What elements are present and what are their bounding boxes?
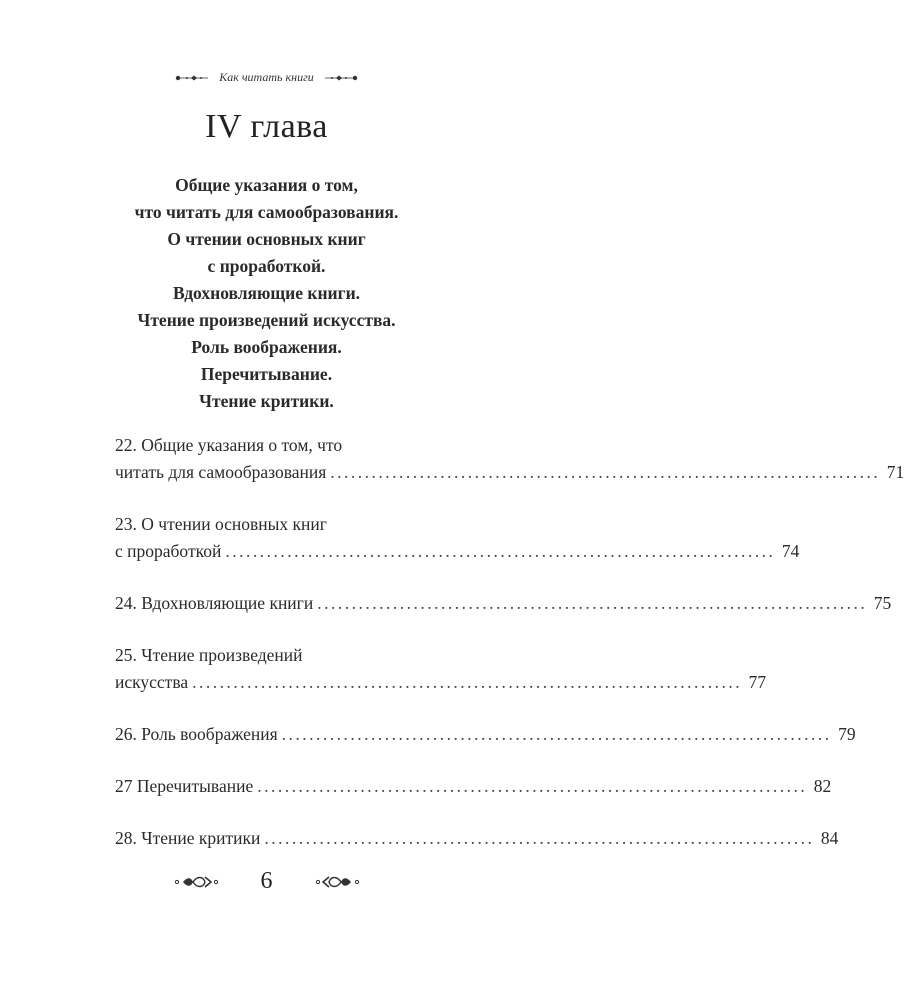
- table-of-contents: [115, 432, 904, 877]
- page-number: 6: [260, 868, 273, 894]
- toc-line: [115, 459, 904, 486]
- flourish-right-icon: [322, 73, 358, 83]
- toc-leader-dots: ................................................................................: [192, 672, 743, 692]
- toc-entry-title: 27 Перечитывание: [115, 776, 254, 796]
- toc-page-number: 75: [873, 593, 892, 613]
- summary-line: Общие указания о том,: [175, 175, 358, 195]
- running-header-title: Как читать книги: [219, 70, 314, 84]
- toc-entry-title: 28. Чтение критики: [115, 828, 261, 848]
- summary-line: Чтение произведений искусства.: [137, 310, 396, 330]
- flourish-left-icon: [175, 73, 211, 83]
- toc-line: [115, 642, 457, 669]
- toc-entry-title: 24. Вдохновляющие книги: [115, 593, 314, 613]
- toc-entry: [115, 511, 800, 565]
- toc-leader-dots: ................................................................................: [281, 724, 832, 744]
- toc-line: [115, 773, 832, 800]
- toc-line: [115, 590, 892, 617]
- summary-line: О чтении основных книг: [167, 229, 366, 249]
- ornament-left-icon: [173, 873, 219, 891]
- toc-leader-dots: ................................................................................: [257, 776, 808, 796]
- toc-page-number: 71: [886, 462, 904, 482]
- chapter-summary: [0, 172, 533, 415]
- toc-entry: [115, 825, 839, 852]
- toc-entry: [115, 721, 856, 748]
- summary-line: Перечитывание.: [200, 364, 333, 384]
- toc-page-number: 77: [748, 672, 767, 692]
- ornament-right-icon: [315, 873, 361, 891]
- toc-page-number: 79: [838, 724, 856, 744]
- toc-line: [115, 432, 457, 459]
- toc-leader-dots: ................................................................................: [225, 541, 776, 561]
- toc-line: [115, 511, 457, 538]
- toc-leader-dots: ................................................................................: [264, 828, 815, 848]
- toc-page-number: 74: [781, 541, 800, 561]
- summary-line: Чтение критики.: [199, 391, 334, 411]
- toc-entry: [115, 642, 767, 696]
- summary-line: с проработкой.: [207, 256, 326, 276]
- toc-entry: [115, 590, 892, 617]
- running-header: [0, 70, 533, 85]
- summary-line: что читать для самообразования.: [134, 202, 399, 222]
- toc-entry: [115, 432, 904, 486]
- toc-page-number: 82: [813, 776, 832, 796]
- toc-line: [115, 538, 800, 565]
- toc-entry-title: читать для самообразования: [115, 462, 327, 482]
- summary-line: Роль воображения.: [191, 337, 342, 357]
- toc-entry-title: 26. Роль воображения: [115, 724, 278, 744]
- toc-line: [115, 721, 856, 748]
- page-footer: [0, 868, 533, 895]
- toc-leader-dots: ................................................................................: [330, 462, 881, 482]
- toc-entry-title: 23. О чтении основных книг: [115, 514, 327, 534]
- toc-line: [115, 825, 839, 852]
- toc-entry-title: 22. Общие указания о том, что: [115, 435, 343, 455]
- chapter-title: IV глава: [205, 108, 328, 145]
- toc-entry: [115, 773, 832, 800]
- toc-line: [115, 669, 767, 696]
- toc-leader-dots: ................................................................................: [317, 593, 868, 613]
- summary-line: Вдохновляющие книги.: [172, 283, 361, 303]
- toc-entry-title: с проработкой: [115, 541, 222, 561]
- toc-page-number: 84: [820, 828, 839, 848]
- toc-entry-title: 25. Чтение произведений: [115, 645, 303, 665]
- toc-entry-title: искусства: [115, 672, 189, 692]
